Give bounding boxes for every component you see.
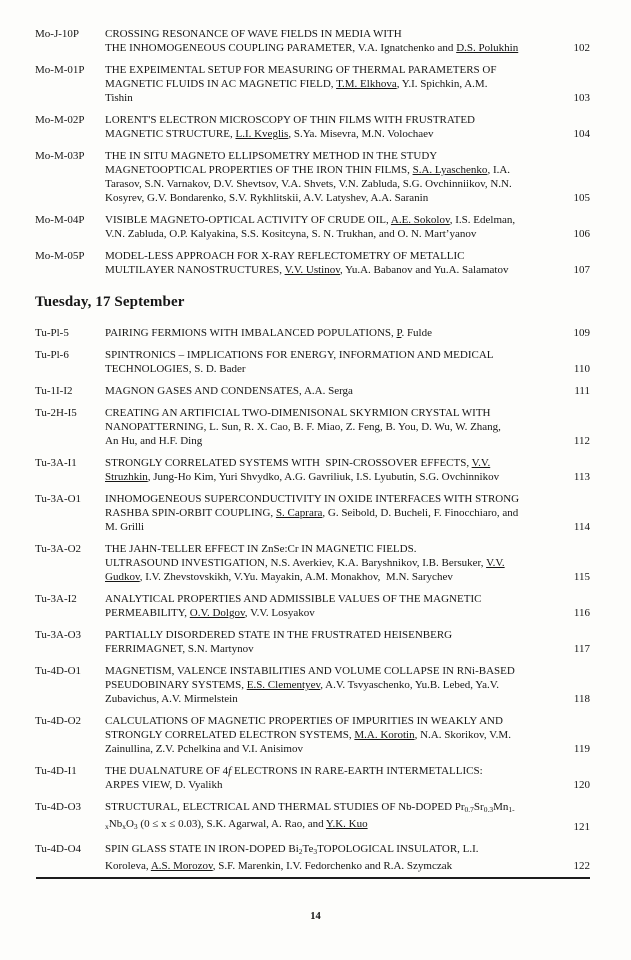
- text-segment: MAGNETIC STRUCTURE,: [105, 128, 236, 140]
- text-segment: , S.F. Marenkin, I.V. Fedorchenko and R.A. Szymczak: [212, 860, 453, 872]
- entry-code: Mo-M-04P: [35, 214, 85, 226]
- text-segment: NANOPATTERNING, L. Sun, R. X. Cao, B. F. Miao, Z. Feng, B. You, D. Wu, W. Zhang,: [105, 421, 501, 433]
- entry-page-number: 120: [573, 779, 590, 791]
- entry-page-number: 112: [573, 435, 590, 447]
- entry-page-number: 111: [574, 385, 590, 397]
- entry-code: Tu-3A-O3: [35, 629, 82, 641]
- entry-code: Tu-4D-O3: [35, 801, 82, 813]
- text-segment: Kosyrev, G.V. Bondarenko, S.V. Rykhlitskii, A.V. Latyshev, A.A. Saranin: [105, 192, 429, 204]
- text-segment: f: [228, 765, 232, 777]
- text-segment: ARPES VIEW, D. Vyalikh: [105, 779, 223, 791]
- text-segment: 3: [313, 847, 318, 856]
- toc-entry: [35, 842, 590, 873]
- text-segment: CALCULATIONS OF MAGNETIC PROPERTIES OF IMPURITIES IN WEAKLY AND: [105, 715, 503, 727]
- presenting-author: P: [396, 327, 402, 339]
- entry-page-number: 113: [573, 471, 590, 483]
- toc-entry: [35, 149, 590, 205]
- text-segment: , I.S. Edelman,: [449, 214, 516, 226]
- text-segment: Te: [302, 843, 314, 855]
- toc-entry: [35, 406, 590, 448]
- presenting-author: E.S. Clementyev: [246, 679, 321, 691]
- entry-page-number: 109: [573, 327, 590, 339]
- text-segment: (0 ≤ x ≤ 0.03), S.K. Agarwal, A. Rao, and: [137, 818, 326, 830]
- entry-page-number: 116: [573, 607, 590, 619]
- text-segment: THE INHOMOGENEOUS COUPLING PARAMETER, V.A. Ignatchenko and: [105, 42, 457, 54]
- toc-entry: [35, 764, 590, 792]
- text-segment: TOPOLOGICAL INSULATOR, L.I.: [317, 843, 479, 855]
- entry-title: [105, 384, 567, 398]
- entry-title: [105, 542, 567, 584]
- entry-title: [105, 664, 567, 706]
- text-segment: Koroleva,: [105, 860, 151, 872]
- entry-code: Tu-2H-I5: [35, 407, 77, 419]
- entry-code: Tu-1I-I2: [35, 385, 73, 397]
- toc-entry: [35, 326, 590, 340]
- entry-title: [105, 406, 567, 448]
- entry-title: [105, 348, 567, 376]
- entry-title: [105, 492, 567, 534]
- text-segment: LORENT'S ELECTRON MICROSCOPY OF THIN FILMS WITH FRUSTRATED: [105, 114, 476, 126]
- text-segment: 2: [298, 847, 303, 856]
- toc-entry: [35, 714, 590, 756]
- entry-code: Tu-3A-O1: [35, 493, 82, 505]
- entry-title: [105, 27, 567, 55]
- toc-sections: [35, 27, 590, 881]
- text-segment: V.N. Zabluda, O.P. Kalyakina, S.S. Kositcyna, S. N. Trukhan, and O. N. Mart’yanov: [105, 228, 477, 240]
- toc-entry: [35, 213, 590, 241]
- text-segment: 0.7: [464, 805, 474, 814]
- toc-entry: [35, 113, 590, 141]
- entry-code: Tu-4D-O1: [35, 665, 82, 677]
- text-segment: THE DUALNATURE OF 4: [105, 765, 229, 777]
- text-segment: , S.Ya. Misevra, M.N. Volochaev: [288, 128, 434, 140]
- toc-entry: [35, 542, 590, 584]
- entry-title: [105, 63, 567, 105]
- entry-title: [105, 249, 567, 277]
- text-segment: Mn: [493, 801, 509, 813]
- toc-entry: [35, 628, 590, 656]
- text-segment: , I.A.: [487, 164, 511, 176]
- entry-page-number: 106: [573, 228, 590, 240]
- text-segment: ELECTRONS IN RARE-EARTH INTERMETALLICS:: [231, 765, 483, 777]
- text-segment: x: [105, 822, 109, 831]
- text-segment: , A.V. Tsvyaschenko, Yu.B. Lebed, Ya.V.: [320, 679, 500, 691]
- day-heading: Tuesday, 17 September: [35, 294, 185, 310]
- entry-page-number: 110: [573, 363, 590, 375]
- entry-title: [105, 628, 567, 656]
- presenting-author: A.S. Morozov: [150, 860, 213, 872]
- toc-entry: [35, 384, 590, 398]
- text-segment: An Hu, and H.F. Ding: [105, 435, 203, 447]
- toc-entry: [35, 492, 590, 534]
- text-segment: INHOMOGENEOUS SUPERCONDUCTIVITY IN OXIDE INTERFACES WITH STRONG: [105, 493, 520, 505]
- presenting-author: D.S. Polukhin: [456, 42, 519, 54]
- entry-page-number: 122: [573, 860, 590, 872]
- toc-entry: [35, 27, 590, 55]
- text-segment: FERRIMAGNET, S.N. Martynov: [105, 643, 254, 655]
- text-segment: MODEL-LESS APPROACH FOR X-RAY REFLECTOMETRY OF METALLIC: [105, 250, 465, 262]
- text-segment: , G. Seibold, D. Bucheli, F. Finocchiaro, and: [322, 507, 519, 519]
- entry-page-number: 104: [573, 128, 590, 140]
- text-segment: MAGNON GASES AND CONDENSATES, A.A. Serga: [105, 385, 353, 397]
- footer-rule: [36, 877, 590, 879]
- presenting-author: O.V. Dolgov: [189, 607, 245, 619]
- entry-title: [105, 456, 567, 484]
- text-segment: TECHNOLOGIES, S. D. Bader: [105, 363, 246, 375]
- page-number: 14: [310, 911, 321, 922]
- entry-page-number: 102: [573, 42, 590, 54]
- text-segment: STRONGLY CORRELATED ELECTRON SYSTEMS,: [105, 729, 355, 741]
- text-segment: Sr: [473, 801, 484, 813]
- text-segment: x: [122, 822, 126, 831]
- presenting-author: Struzhkin: [105, 471, 148, 483]
- text-segment: O: [125, 818, 134, 830]
- toc-entry: [35, 63, 590, 105]
- entry-title: [105, 842, 567, 873]
- entry-page-number: 115: [573, 571, 590, 583]
- text-segment: 0.3: [483, 805, 494, 814]
- presenting-author: S.A. Lyaschenko: [412, 164, 488, 176]
- entry-title: [105, 592, 567, 620]
- entry-page-number: 118: [573, 693, 590, 705]
- text-segment: PARTIALLY DISORDERED STATE IN THE FRUSTRATED HEISENBERG: [105, 629, 453, 641]
- entry-page-number: 117: [573, 643, 590, 655]
- entry-page-number: 103: [573, 92, 590, 104]
- text-segment: STRONGLY CORRELATED SYSTEMS WITH SPIN-CROSSOVER EFFECTS,: [105, 457, 472, 469]
- presenting-author: S. Caprara: [275, 507, 323, 519]
- text-segment: , Jung-Ho Kim, Yuri Shvydko, A.G. Gavriliuk, I.S. Lyubutin, S.G. Ovchinnikov: [147, 471, 500, 483]
- entry-title: [105, 149, 567, 205]
- entry-page-number: 119: [573, 743, 590, 755]
- text-segment: Zubavichus, A.V. Mirmelstein: [105, 693, 238, 705]
- text-segment: THE EXPEIMENTAL SETUP FOR MEASURING OF THERMAL PARAMETERS OF: [105, 64, 497, 76]
- toc-entry: [35, 456, 590, 484]
- text-segment: CREATING AN ARTIFICIAL TWO-DIMENISONAL SKYRMION CRYSTAL WITH: [105, 407, 491, 419]
- entry-title: [105, 714, 567, 756]
- text-segment: THE JAHN-TELLER EFFECT IN ZnSe:Cr IN MAGNETIC FIELDS.: [105, 543, 417, 555]
- presenting-author: Gudkov: [105, 571, 140, 583]
- text-segment: MAGNETISM, VALENCE INSTABILITIES AND VOLUME COLLAPSE IN RNi-BASED: [105, 665, 515, 677]
- entry-code: Mo-M-01P: [35, 64, 85, 76]
- text-segment: ANALYTICAL PROPERTIES AND ADMISSIBLE VALUES OF THE MAGNETIC: [105, 593, 482, 605]
- entry-page-number: 107: [573, 264, 590, 276]
- entry-code: Tu-Pl-5: [35, 327, 69, 339]
- entry-code: Tu-4D-O2: [35, 715, 82, 727]
- text-segment: Tishin: [105, 92, 133, 104]
- toc-entry: [35, 249, 590, 277]
- entry-code: Tu-4D-O4: [35, 843, 82, 855]
- presenting-author: V.V. Ustinov: [284, 264, 341, 276]
- text-segment: SPIN GLASS STATE IN IRON-DOPED Bi: [105, 843, 299, 855]
- entry-title: [105, 213, 567, 241]
- text-segment: STRUCTURAL, ELECTRICAL AND THERMAL STUDIES OF Nb-DOPED Pr: [105, 801, 465, 813]
- entry-code: Mo-M-03P: [35, 150, 85, 162]
- text-segment: MAGNETIC FLUIDS IN AC MAGNETIC FIELD,: [105, 78, 337, 90]
- text-segment: RASHBA SPIN-ORBIT COUPLING,: [105, 507, 276, 519]
- entry-page-number: 121: [573, 821, 590, 833]
- entry-title: [105, 113, 567, 141]
- presenting-author: Y.K. Kuo: [325, 818, 368, 830]
- entry-code: Mo-M-05P: [35, 250, 85, 262]
- text-segment: Tarasov, S.N. Varnakov, D.V. Shevtsov, V.A. Shvets, V.N. Zabluda, S.G. Ovchinniikov, N.N.: [105, 178, 512, 190]
- text-segment: , Yu.A. Babanov and Yu.A. Salamatov: [340, 264, 509, 276]
- text-segment: M. Grilli: [105, 521, 145, 533]
- presenting-author: T.M. Elkhova: [336, 78, 397, 90]
- text-segment: , Y.I. Spichkin, A.M.: [396, 78, 488, 90]
- entry-code: Tu-3A-O2: [35, 543, 82, 555]
- entry-page-number: 105: [573, 192, 590, 204]
- text-segment: . Fulde: [401, 327, 432, 339]
- presenting-author: V.V.: [471, 457, 491, 469]
- text-segment: VISIBLE MAGNETO-OPTICAL ACTIVITY OF CRUDE OIL,: [105, 214, 391, 226]
- text-segment: PSEUDOBINARY SYSTEMS,: [105, 679, 247, 691]
- entry-title: [105, 764, 567, 792]
- entry-code: Tu-3A-I1: [35, 457, 77, 469]
- entry-code: Mo-M-02P: [35, 114, 85, 126]
- text-segment: CROSSING RESONANCE OF WAVE FIELDS IN MEDIA WITH: [105, 28, 402, 40]
- text-segment: 1-: [508, 805, 515, 814]
- entry-code: Tu-Pl-6: [35, 349, 69, 361]
- text-segment: PERMEABILITY,: [105, 607, 190, 619]
- entry-code: Tu-3A-I2: [35, 593, 77, 605]
- text-segment: , I.V. Zhevstovskikh, V.Yu. Mayakin, A.M. Monakhov, M.N. Sarychev: [139, 571, 453, 583]
- presenting-author: L.I. Kveglis: [235, 128, 289, 140]
- text-segment: 3: [133, 822, 138, 831]
- text-segment: SPINTRONICS – IMPLICATIONS FOR ENERGY, INFORMATION AND MEDICAL: [105, 349, 494, 361]
- text-segment: ULTRASOUND INVESTIGATION, N.S. Averkiev, K.A. Baryshnikov, I.B. Bersuker,: [105, 557, 487, 569]
- entry-page-number: 114: [573, 521, 590, 533]
- entry-code: Mo-J-10P: [35, 28, 80, 40]
- toc-entry: [35, 348, 590, 376]
- presenting-author: A.E. Sokolov: [390, 214, 450, 226]
- toc-entry: [35, 664, 590, 706]
- text-segment: , N.A. Skorikov, V.M.: [414, 729, 511, 741]
- toc-entry: [35, 800, 590, 834]
- text-segment: PAIRING FERMIONS WITH IMBALANCED POPULATIONS,: [105, 327, 397, 339]
- text-segment: MULTILAYER NANOSTRUCTURES,: [105, 264, 285, 276]
- toc-entry: [35, 592, 590, 620]
- text-segment: THE IN SITU MAGNETO ELLIPSOMETRY METHOD IN THE STUDY: [105, 150, 438, 162]
- presenting-author: M.A. Korotin: [354, 729, 415, 741]
- text-segment: Zainullina, Z.V. Pchelkina and V.I. Anisimov: [105, 743, 303, 755]
- text-segment: Nb: [108, 818, 123, 830]
- entry-title: [105, 800, 567, 834]
- text-segment: , V.V. Losyakov: [244, 607, 315, 619]
- entry-title: [105, 326, 567, 340]
- presenting-author: V.V.: [486, 557, 505, 569]
- text-segment: MAGNETOOPTICAL PROPERTIES OF THE IRON THIN FILMS,: [105, 164, 413, 176]
- entry-code: Tu-4D-I1: [35, 765, 77, 777]
